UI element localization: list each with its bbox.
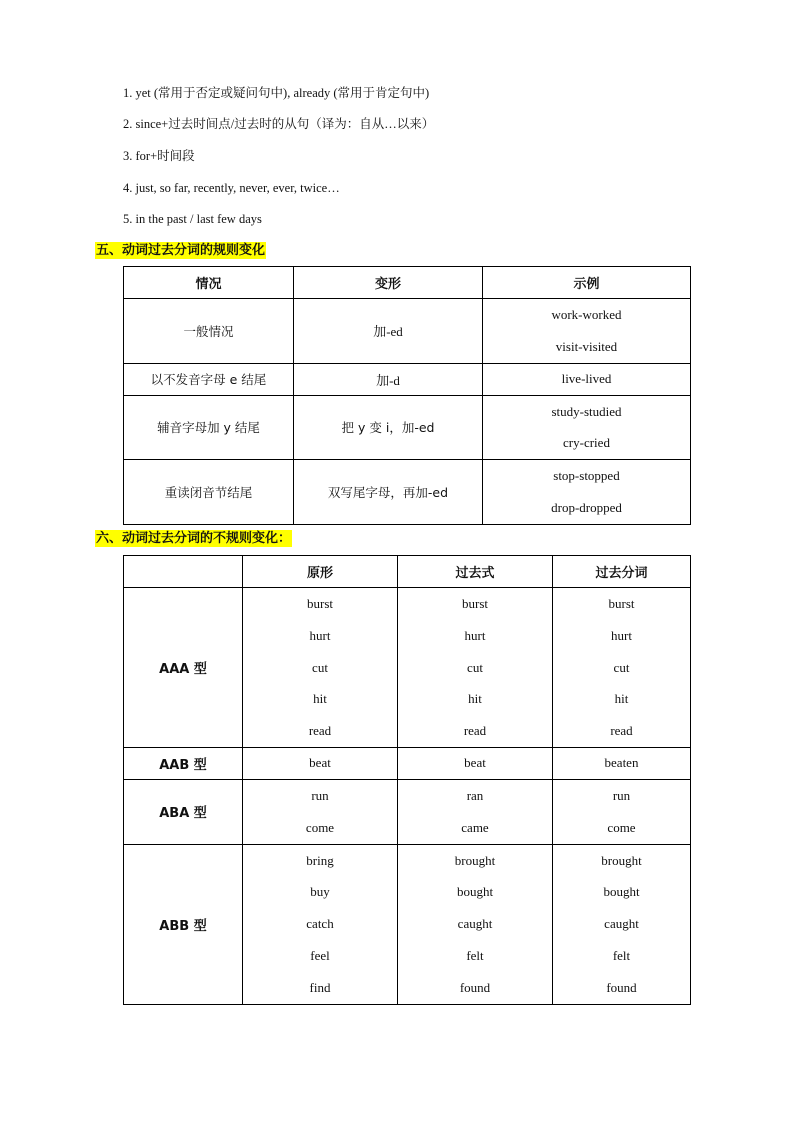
group-label: ABA 型 (124, 779, 243, 844)
base-cell (243, 779, 398, 844)
verb-text: come (305, 819, 335, 835)
verb-text: come (607, 819, 636, 835)
table-row (124, 299, 691, 364)
verb-text: burst (462, 596, 488, 611)
verb-text: ran (466, 787, 484, 803)
example-text: cry-cried (563, 435, 610, 451)
verb-text: brought (454, 852, 496, 868)
verb-text: found (459, 979, 491, 995)
verb-text: read (610, 723, 633, 739)
change-cell: 加-d (294, 363, 483, 395)
example-cell (483, 460, 691, 525)
participle-cell (553, 588, 691, 748)
past-cell (398, 588, 553, 748)
case-cell: 重读闭音节结尾 (124, 460, 294, 525)
change-cell: 把 y 变 i，加-ed (294, 395, 483, 460)
verb-text: cut (467, 659, 483, 675)
regular-verbs-table (123, 266, 691, 525)
base-cell (243, 844, 398, 1004)
verb-text: hurt (464, 627, 486, 643)
change-cell: 加-ed (294, 299, 483, 364)
table-row (124, 588, 691, 748)
verb-text: hurt (611, 627, 632, 643)
base-cell (243, 588, 398, 748)
verb-text: brought (601, 852, 642, 868)
case-cell: 一般情况 (124, 299, 294, 364)
verb-text: bring (306, 852, 334, 868)
group-label: ABB 型 (124, 844, 243, 1004)
example-text: stop-stopped (553, 468, 620, 484)
header-blank (124, 556, 243, 588)
header-participle: 过去分词 (553, 556, 691, 588)
example-text: work-worked (551, 307, 622, 322)
section5-heading: 五、动词过去分词的规则变化 (96, 243, 266, 258)
intro-line-5: 5. in the past / last few days (123, 212, 262, 226)
verb-text: burst (608, 596, 635, 611)
verb-text: hit (313, 691, 327, 707)
group-label: AAB 型 (124, 747, 243, 779)
header-case: 情况 (124, 267, 294, 299)
participle-cell: beaten (553, 747, 691, 779)
header-example: 示例 (483, 267, 691, 299)
table-row (124, 844, 691, 1004)
section6-heading: 六、动词过去分词的不规则变化： (96, 531, 292, 546)
case-cell: 辅音字母加 y 结尾 (124, 395, 294, 460)
verb-text: felt (612, 947, 631, 963)
group-label: AAA 型 (124, 588, 243, 748)
table-row (124, 460, 691, 525)
verb-text: hurt (309, 627, 331, 643)
verb-text: bought (456, 884, 494, 900)
verb-text: feel (310, 947, 330, 963)
table-row (124, 779, 691, 844)
past-cell (398, 779, 553, 844)
case-cell: 以不发音字母 e 结尾 (124, 363, 294, 395)
past-cell: beat (398, 747, 553, 779)
verb-text: catch (306, 916, 334, 932)
change-cell: 双写尾字母，再加-ed (294, 460, 483, 525)
verb-text: read (308, 723, 332, 739)
irregular-verbs-table (123, 555, 691, 1005)
table-row (124, 363, 691, 395)
verb-text: run (612, 787, 631, 803)
table-row (124, 747, 691, 779)
verb-text: bought (603, 884, 640, 900)
verb-text: caught (457, 916, 493, 932)
header-past: 过去式 (398, 556, 553, 588)
base-cell: beat (243, 747, 398, 779)
example-cell (483, 395, 691, 460)
verb-text: buy (310, 884, 330, 900)
example-cell (483, 299, 691, 364)
verb-text: burst (307, 596, 333, 611)
verb-text: read (463, 723, 487, 739)
verb-text: hit (614, 691, 629, 707)
header-change: 变形 (294, 267, 483, 299)
intro-line-3: 3. for+时间段 (123, 149, 195, 163)
verb-text: caught (604, 916, 639, 932)
example-text: visit-visited (555, 338, 618, 354)
verb-text: run (311, 787, 329, 803)
verb-text: came (461, 819, 489, 835)
intro-line-1: 1. yet (常用于否定或疑问句中), already (常用于肯定句中) (123, 86, 430, 100)
example-text: drop-dropped (551, 499, 622, 515)
verb-text: cut (613, 659, 630, 675)
verb-text: hit (468, 691, 482, 707)
example-cell: live-lived (483, 363, 691, 395)
header-base: 原形 (243, 556, 398, 588)
verb-text: find (309, 979, 331, 995)
table-row (124, 395, 691, 460)
verb-text: found (606, 979, 637, 995)
verb-text: cut (312, 659, 328, 675)
participle-cell (553, 844, 691, 1004)
past-cell (398, 844, 553, 1004)
example-text: study-studied (551, 403, 622, 419)
verb-text: felt (466, 947, 484, 963)
intro-line-4: 4. just, so far, recently, never, ever, twice… (123, 181, 340, 195)
intro-line-2: 2. since+过去时间点/过去时的从句（译为：自从…以来） (123, 117, 435, 131)
participle-cell (553, 779, 691, 844)
